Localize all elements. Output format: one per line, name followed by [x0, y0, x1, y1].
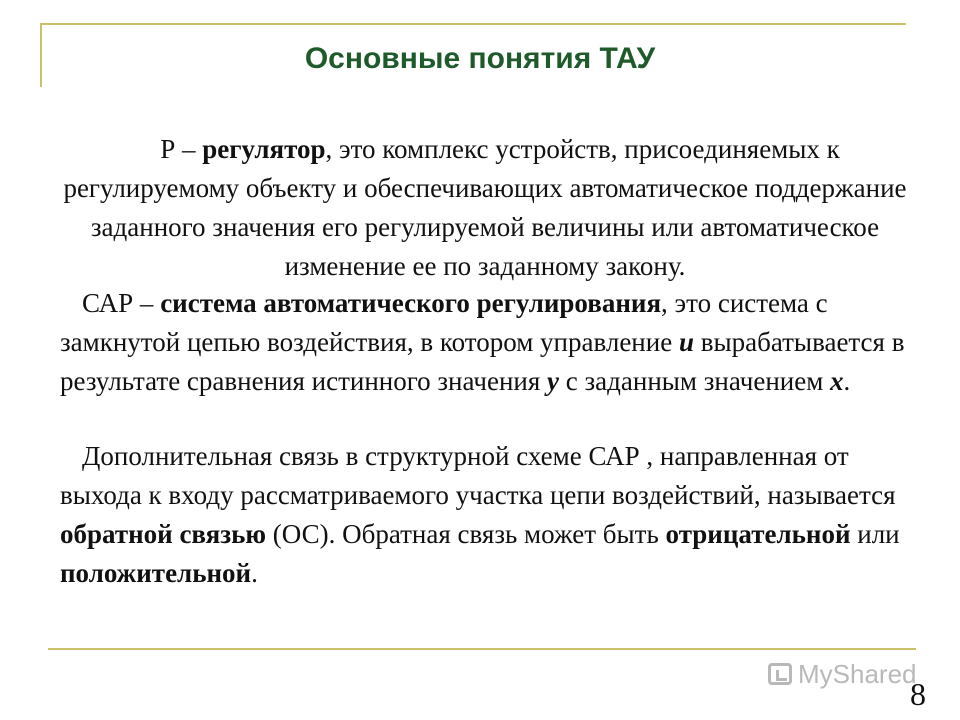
p1-text-2: , это комплекс устройств, присоединяемых к регулируемому объекту и обеспечивающих автоматическое поддержание заданного значения его регулируемой величины или автоматическое изменение ее по заданному закону.	[63, 134, 907, 281]
watermark-text: MyShared	[798, 658, 917, 689]
myshared-logo-icon	[768, 663, 792, 685]
variable-x: x	[830, 366, 844, 396]
variable-u: u	[678, 327, 694, 357]
p3-text-3: или	[850, 519, 900, 549]
bottom-border-line	[48, 648, 916, 650]
term-regulator: регулятор	[202, 134, 326, 164]
p3-text-1: Дополнительная связь в структурной схеме САР , направленная от выхода к входу рассматриваемого участка цепи воздействий, называется	[60, 441, 896, 510]
p1-text-1: Р –	[160, 134, 203, 164]
p2-text-2: , это система с замкнутой цепью воздействия, в котором управление	[60, 288, 828, 357]
paragraph-regulator	[60, 130, 910, 286]
p2-text-5: .	[843, 366, 851, 396]
paragraph-sar	[60, 284, 910, 401]
p2-text-1: САР –	[82, 288, 161, 318]
paragraph-feedback	[60, 437, 910, 593]
myshared-watermark	[768, 657, 917, 691]
term-positive: положительной	[60, 558, 252, 588]
p3-text-4: .	[251, 558, 258, 588]
p3-text-2: (ОС). Обратная связь может быть	[266, 519, 666, 549]
top-border-line	[40, 23, 906, 25]
slide-page-number: 8	[910, 676, 926, 712]
term-feedback: обратной связью	[60, 519, 267, 549]
variable-y: y	[547, 366, 560, 396]
term-negative: отрицательной	[665, 519, 851, 549]
p2-text-4: с заданным значением	[559, 366, 831, 396]
p2-text-3: вырабатывается в результате сравнения истинного значения	[60, 327, 905, 396]
slide-title: Основные понятия ТАУ	[304, 42, 656, 75]
term-sar: система автоматического регулирования	[160, 288, 662, 318]
